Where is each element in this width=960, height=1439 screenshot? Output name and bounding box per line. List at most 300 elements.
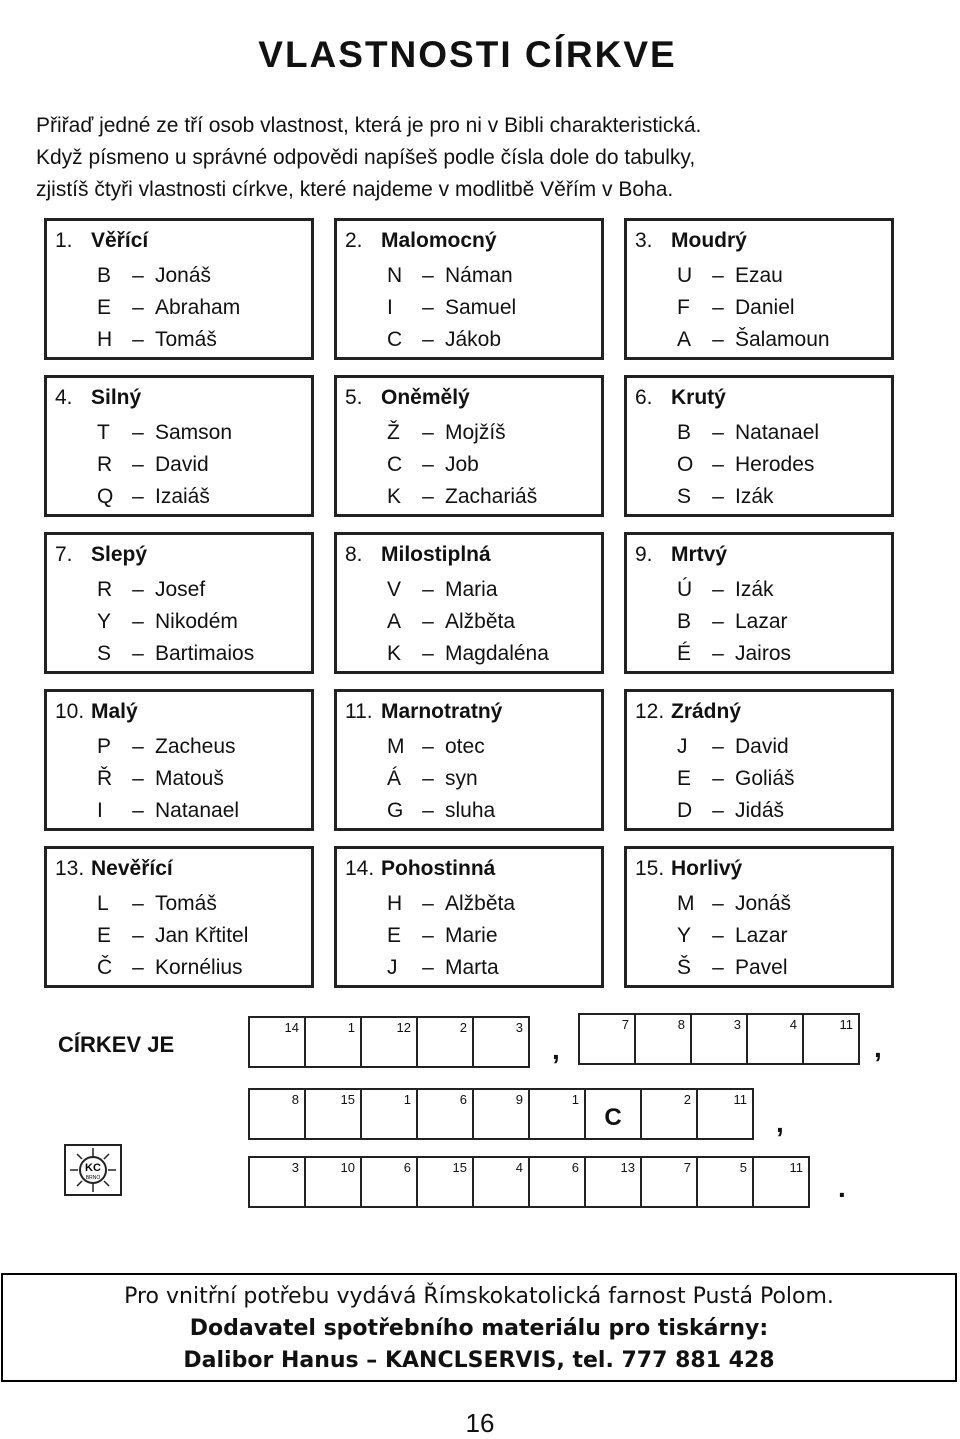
option-name: Samuel [445,296,517,319]
quiz-trait: Krutý [671,386,726,409]
cell-clue-number: 2 [683,1092,691,1107]
quiz-number: 15. [635,857,665,880]
option-name: Izák [735,578,774,601]
option-letter: Š [677,956,692,979]
cell-clue-number: 2 [459,1020,467,1035]
option-letter: N [387,264,403,287]
quiz-number: 6. [635,386,653,409]
cell-clue-number: 3 [733,1017,741,1032]
option-dash: – [712,328,724,351]
option-dash: – [712,610,724,633]
option-letter: A [677,328,692,351]
answer-cell[interactable] [584,1088,642,1140]
option-letter: K [387,485,402,508]
option-dash: – [132,924,144,947]
option-dash: – [422,735,434,758]
cell-clue-number: 7 [621,1017,629,1032]
instruction-line: Když písmeno u správné odpovědi napíšeš podle čísla dole do tabulky, [36,146,696,169]
option-name: Marta [445,956,499,979]
quiz-number: 4. [55,386,73,409]
quiz-number: 13. [55,857,85,880]
quiz-option [387,485,537,509]
quiz-option [97,735,236,759]
quiz-option [97,328,217,352]
option-letter: E [97,924,112,947]
quiz-number: 7. [55,543,73,566]
answer-word [248,1088,754,1140]
option-name: Natanael [155,799,240,822]
quiz-option [387,799,495,823]
option-name: Maria [445,578,498,601]
option-letter: J [387,956,398,979]
answer-cell[interactable] [248,1156,306,1208]
quiz-box [44,218,314,360]
quiz-option [387,735,485,759]
instruction-line: Přiřaď jedné ze tří osob vlastnost, která je pro ni v Bibli charakteristická. [36,114,702,137]
answer-cell[interactable] [416,1156,474,1208]
quiz-box-heading [55,857,173,881]
quiz-option [387,328,501,352]
option-letter: F [677,296,690,319]
quiz-option [387,767,478,791]
quiz-box-heading [55,543,147,567]
option-letter: Ž [387,421,400,444]
option-name: sluha [445,799,496,822]
cell-clue-number: 14 [284,1020,299,1035]
answer-cell[interactable] [802,1013,860,1065]
option-dash: – [132,799,144,822]
option-dash: – [712,264,724,287]
svg-text:BRNO: BRNO [85,1175,101,1181]
option-dash: – [132,264,144,287]
option-letter: C [387,453,403,476]
answer-cell[interactable] [640,1156,698,1208]
cell-clue-number: 4 [789,1017,797,1032]
option-dash: – [712,799,724,822]
quiz-option [387,956,499,980]
quiz-option [677,799,784,823]
option-name: Náman [445,264,513,287]
cell-clue-number: 13 [620,1160,635,1175]
quiz-option [97,578,205,602]
option-dash: – [132,642,144,665]
option-dash: – [422,892,434,915]
option-name: Zacheus [155,735,236,758]
instruction-line: zjistíš čtyři vlastnosti církve, které najdeme v modlitbě Věřím v Boha. [36,178,674,201]
quiz-box-heading [635,700,741,724]
option-dash: – [712,924,724,947]
answer-cell[interactable] [248,1016,306,1068]
quiz-box [334,689,604,831]
option-letter: H [387,892,403,915]
option-name: Daniel [735,296,795,319]
answer-cell[interactable] [578,1013,636,1065]
quiz-option [677,735,789,759]
option-name: Marie [445,924,498,947]
quiz-number: 8. [345,543,363,566]
answer-cell[interactable] [304,1016,362,1068]
quiz-box-heading [635,229,747,253]
option-letter: I [387,296,393,319]
option-letter: E [387,924,402,947]
answer-cell[interactable] [690,1013,748,1065]
option-letter: Y [677,924,692,947]
option-name: Jidáš [735,799,785,822]
option-dash: – [422,421,434,444]
option-dash: – [132,328,144,351]
option-name: Mojžíš [445,421,506,444]
option-name: Šalamoun [735,328,830,351]
option-dash: – [712,767,724,790]
quiz-number: 14. [345,857,375,880]
option-dash: – [132,735,144,758]
option-dash: – [132,296,144,319]
quiz-trait: Silný [91,386,142,409]
quiz-trait: Horlivý [671,857,743,880]
quiz-number: 2. [345,229,363,252]
quiz-box [44,846,314,988]
option-letter: O [677,453,694,476]
quiz-option [97,610,238,634]
quiz-option [387,892,515,916]
answer-cell[interactable] [528,1156,586,1208]
option-name: Tomáš [155,328,217,351]
cell-clue-number: 11 [789,1160,803,1175]
option-dash: – [712,578,724,601]
quiz-number: 12. [635,700,665,723]
quiz-option [387,296,516,320]
answer-cell[interactable] [634,1013,692,1065]
option-name: Abraham [155,296,241,319]
option-name: otec [445,735,485,758]
quiz-option [677,296,795,320]
quiz-option [677,453,814,477]
cell-clue-number: 15 [340,1092,355,1107]
option-name: Lazar [735,610,788,633]
page-number: 16 [465,1408,495,1438]
quiz-option [97,296,240,320]
quiz-number: 5. [345,386,363,409]
quiz-box-heading [55,386,141,410]
quiz-option [97,767,224,791]
answer-cell[interactable] [416,1088,474,1140]
cell-clue-number: 6 [459,1092,467,1107]
quiz-option [387,642,549,666]
option-letter: A [387,610,402,633]
answer-word [248,1156,810,1208]
option-letter: P [97,735,112,758]
quiz-box-heading [55,700,138,724]
quiz-box-heading [635,543,727,567]
option-name: Kornélius [155,956,243,979]
quiz-option [97,956,243,980]
footer-line: Dodavatel spotřebního materiálu pro tiskárny: [189,1316,769,1341]
option-dash: – [132,421,144,444]
option-dash: – [132,767,144,790]
quiz-box [624,846,894,988]
option-name: Izaiáš [155,485,210,508]
option-name: Zachariáš [445,485,538,508]
quiz-option [677,328,830,352]
option-dash: – [422,485,434,508]
option-dash: – [422,924,434,947]
footer-line: Dalibor Hanus – KANCLSERVIS, tel. 777 881 428 [183,1348,775,1373]
option-letter: V [387,578,402,601]
option-name: Lazar [735,924,788,947]
quiz-option [677,892,791,916]
option-name: Jan Křtitel [155,924,249,947]
quiz-option [677,485,774,509]
option-dash: – [712,956,724,979]
option-dash: – [422,767,434,790]
instructions [36,110,916,206]
quiz-option [677,610,788,634]
quiz-box-heading [345,229,497,253]
cell-clue-number: 9 [515,1092,523,1107]
answer-cell[interactable] [746,1013,804,1065]
quiz-option [97,421,232,445]
option-name: David [735,735,789,758]
option-dash: – [132,610,144,633]
quiz-option [97,485,210,509]
answer-cell[interactable] [304,1088,362,1140]
option-letter: Y [97,610,112,633]
option-letter: J [677,735,688,758]
option-name: Magdaléna [445,642,549,665]
option-name: Alžběta [445,610,516,633]
option-letter: E [97,296,112,319]
option-letter: Ř [97,767,113,790]
answer-cell[interactable] [416,1016,474,1068]
answer-cell[interactable] [304,1156,362,1208]
quiz-option [677,264,783,288]
answer-word [248,1016,530,1068]
cell-given-letter: C [604,1104,622,1131]
quiz-trait: Malomocný [381,229,497,252]
option-dash: – [422,642,434,665]
quiz-box-heading [345,857,495,881]
answer-cell[interactable] [360,1156,418,1208]
cell-clue-number: 11 [733,1092,747,1107]
option-dash: – [422,610,434,633]
option-dash: – [712,485,724,508]
quiz-option [97,892,217,916]
quiz-option [677,924,788,948]
quiz-option [387,453,479,477]
quiz-trait: Pohostinná [381,857,496,880]
cell-clue-number: 11 [839,1017,853,1032]
option-name: Bartimaios [155,642,255,665]
quiz-option [387,421,506,445]
option-name: Samson [155,421,233,444]
option-letter: E [677,767,692,790]
option-dash: – [422,264,434,287]
option-letter: D [677,799,693,822]
option-letter: H [97,328,113,351]
option-letter: É [677,642,692,665]
svg-text:KC: KC [85,1162,101,1174]
quiz-number: 9. [635,543,653,566]
option-dash: – [422,799,434,822]
quiz-box [624,532,894,674]
option-letter: Ú [677,578,693,601]
option-letter: L [97,892,109,915]
cell-clue-number: 6 [403,1160,411,1175]
option-name: Jonáš [155,264,212,287]
quiz-trait: Věřící [91,229,149,252]
option-name: Izák [735,485,774,508]
quiz-option [677,642,791,666]
answer-cell[interactable] [360,1088,418,1140]
cell-clue-number: 1 [403,1092,411,1107]
option-dash: – [422,578,434,601]
quiz-trait: Moudrý [671,229,747,252]
quiz-option [97,453,209,477]
quiz-box [624,218,894,360]
option-letter: M [677,892,695,915]
option-name: Nikodém [155,610,238,633]
answer-word [578,1013,860,1065]
answer-cell[interactable] [472,1016,530,1068]
quiz-box-heading [55,229,148,253]
answer-cell[interactable] [248,1088,306,1140]
option-name: Jonáš [735,892,792,915]
option-letter: Č [97,956,113,979]
answer-label: CÍRKEV JE [58,1032,175,1057]
publisher-footer [1,1273,957,1382]
quiz-option [677,956,788,980]
option-dash: – [422,328,434,351]
quiz-trait: Nevěřící [91,857,173,880]
quiz-box [334,846,604,988]
answer-cell[interactable] [584,1156,642,1208]
footer-line: Pro vnitřní potřebu vydává Římskokatolická farnost Pustá Polom. [124,1284,834,1309]
answer-cell[interactable] [696,1088,754,1140]
option-letter: M [387,735,405,758]
answer-cell[interactable] [360,1016,418,1068]
option-dash: – [712,892,724,915]
quiz-trait: Slepý [91,543,148,566]
cell-clue-number: 7 [683,1160,691,1175]
cell-clue-number: 4 [515,1160,523,1175]
cell-clue-number: 3 [291,1160,299,1175]
option-dash: – [712,421,724,444]
option-dash: – [132,485,144,508]
answer-cell[interactable] [752,1156,810,1208]
answer-punctuation: . [838,1172,846,1203]
quiz-box-heading [635,386,726,410]
quiz-box [624,375,894,517]
option-letter: R [97,453,113,476]
quiz-number: 11. [345,700,373,723]
quiz-trait: Oněmělý [381,386,470,409]
option-dash: – [422,453,434,476]
quiz-box [44,375,314,517]
option-name: Pavel [735,956,788,979]
option-letter: S [97,642,112,665]
quiz-box [334,532,604,674]
quiz-number: 1. [55,229,73,252]
option-name: Jákob [445,328,502,351]
answer-cell[interactable] [696,1156,754,1208]
option-letter: B [97,264,112,287]
option-dash: – [422,296,434,319]
option-letter: U [677,264,693,287]
option-letter: Á [387,767,402,790]
option-letter: C [387,328,403,351]
option-dash: – [712,453,724,476]
quiz-number: 10. [55,700,85,723]
option-name: Matouš [155,767,224,790]
option-dash: – [712,735,724,758]
option-letter: I [97,799,103,822]
quiz-option [387,610,515,634]
answer-punctuation: , [776,1107,784,1138]
option-name: Job [445,453,479,476]
answer-cell[interactable] [472,1156,530,1208]
kc-logo [64,1144,122,1196]
answer-cell[interactable] [640,1088,698,1140]
quiz-option [387,264,513,288]
option-name: Josef [155,578,206,601]
cell-clue-number: 10 [340,1160,355,1175]
cell-clue-number: 6 [571,1160,579,1175]
option-dash: – [712,296,724,319]
quiz-box [334,218,604,360]
option-name: Ezau [735,264,783,287]
option-name: Jairos [735,642,792,665]
quiz-option [97,924,248,948]
option-name: Goliáš [735,767,795,790]
cell-clue-number: 3 [515,1020,523,1035]
cell-clue-number: 8 [291,1092,299,1107]
cell-clue-number: 1 [571,1092,579,1107]
quiz-trait: Malý [91,700,138,723]
quiz-number: 3. [635,229,653,252]
quiz-box [334,375,604,517]
quiz-trait: Mrtvý [671,543,728,566]
answer-punctuation: , [552,1034,560,1065]
answer-cell[interactable] [472,1088,530,1140]
answer-punctuation: , [874,1032,882,1063]
option-letter: R [97,578,113,601]
option-letter: K [387,642,402,665]
option-name: Tomáš [155,892,217,915]
option-dash: – [132,453,144,476]
answer-cell[interactable] [528,1088,586,1140]
quiz-trait: Marnotratný [381,700,503,723]
quiz-box-heading [345,700,502,724]
quiz-trait: Zrádný [671,700,742,723]
quiz-option [97,264,211,288]
quiz-box-heading [345,543,491,567]
quiz-option [677,421,819,445]
option-dash: – [132,578,144,601]
option-letter: B [677,610,692,633]
option-letter: B [677,421,692,444]
cell-clue-number: 5 [739,1160,747,1175]
page-title: VLASTNOSTI CÍRKVE [258,34,677,75]
quiz-option [387,924,498,948]
cell-clue-number: 15 [452,1160,467,1175]
cell-clue-number: 12 [396,1020,411,1035]
quiz-option [677,767,795,791]
option-letter: G [387,799,404,822]
option-dash: – [132,956,144,979]
quiz-box-heading [345,386,470,410]
cell-clue-number: 1 [347,1020,355,1035]
option-dash: – [712,642,724,665]
